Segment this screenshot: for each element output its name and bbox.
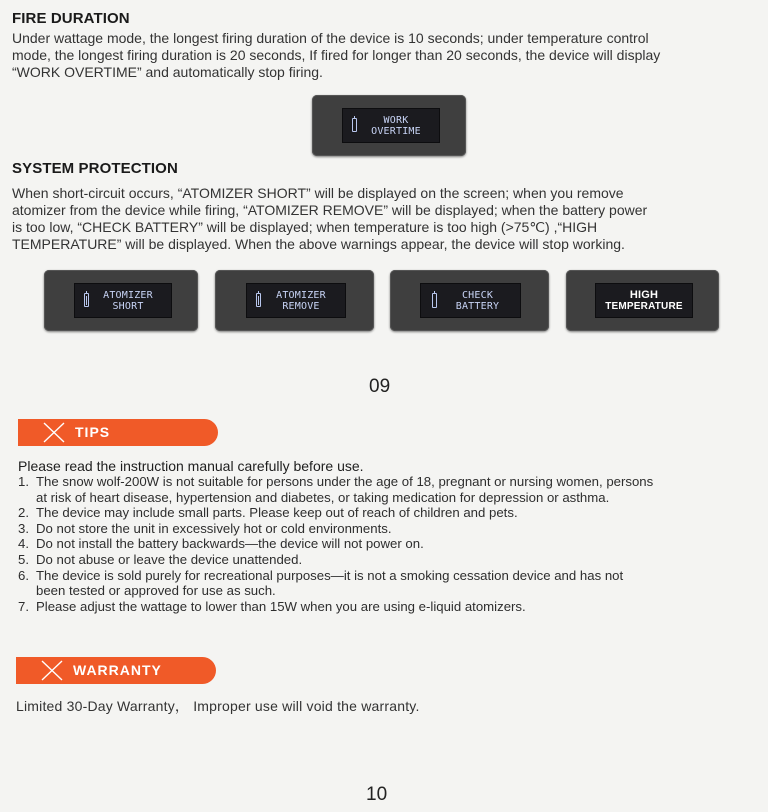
lcd-display [74,283,172,318]
lcd-message [605,290,683,312]
list-item [18,568,748,599]
lcd-message [276,290,326,312]
list-line: The device is sold purely for recreational purposes—it is not a smoking cessation device and has not [36,567,624,583]
paragraph-line: atomizer from the device while firing, “ATOMIZER REMOVE” will be displayed; when the battery power [12,202,648,218]
list-line: been tested or approved for use as such. [36,583,276,599]
list-number: 5. [18,551,29,567]
list-number: 4. [18,536,29,552]
list-item [18,505,748,521]
list-item [18,474,748,505]
high-temperature-screen [566,270,719,331]
list-text [36,568,748,599]
lcd-line: REMOVE [282,300,320,312]
list-number: 1. [18,474,29,489]
list-number: 6. [18,567,29,583]
lcd-line: SHORT [112,300,144,312]
check-battery-screen [390,270,549,331]
list-item [18,599,748,615]
tips-list [18,474,748,614]
lcd-line: ATOMIZER [276,289,326,301]
paragraph-line: mode, the longest firing duration is 20 seconds, If fired for longer than 20 seconds, the device will display [12,47,661,63]
fire-duration-heading: FIRE DURATION [12,10,130,27]
list-text [36,552,748,568]
lcd-message [371,115,421,137]
lcd-line: BATTERY [455,300,500,312]
lcd-display [595,283,693,318]
page-number-bottom: 10 [366,784,388,805]
lcd-display [420,283,521,318]
lcd-line: TEMPERATURE [605,300,683,312]
paragraph-line: “WORK OVERTIME” and automatically stop firing. [12,64,323,80]
paragraph-line: Under wattage mode, the longest firing duration of the device is 10 seconds; under temperature control [12,30,649,46]
lcd-display [342,108,440,143]
battery-icon [256,293,261,307]
paragraph-line: TEMPERATURE” will be displayed. When the above warnings appear, the device will stop working. [12,236,625,252]
lcd-line: WORK [383,114,409,126]
tips-intro: Please read the instruction manual carefully before use. [18,458,364,474]
system-protection-heading: SYSTEM PROTECTION [12,160,178,177]
lcd-display [246,283,346,318]
battery-icon [352,118,357,132]
paragraph-line: is too low, “CHECK BATTERY” will be displayed; when temperature is too high (>75℃) ,“HIGH [12,219,598,235]
tips-banner-label: TIPS [75,424,111,440]
lcd-line: CHECK [461,289,494,301]
work-overtime-screen [312,95,466,156]
lcd-message [456,290,500,312]
list-line: The snow wolf-200W is not suitable for persons under the age of 18, pregnant or nursing women, persons [36,474,654,489]
warranty-text: Limited 30-Day Warranty， Improper use will void the warranty. [16,698,420,714]
list-line: at risk of heart disease, hypertension and diabetes, or taking medication for depression or asthma. [36,489,610,505]
page-number-top: 09 [369,376,391,397]
list-line: Do not store the unit in excessively hot or cold environments. [36,520,392,536]
battery-empty-icon [432,293,437,308]
lcd-line: HIGH [629,288,659,301]
system-protection-paragraph [12,185,762,253]
list-item [18,536,748,552]
atomizer-remove-screen [215,270,374,331]
lcd-line: OVERTIME [371,125,421,137]
warranty-banner [16,657,216,684]
list-text [36,505,748,521]
list-item [18,552,748,568]
x-mark-icon [42,422,66,443]
battery-icon [84,293,89,307]
warranty-banner-label: WARRANTY [73,662,162,678]
paragraph-line: When short-circuit occurs, “ATOMIZER SHORT” will be displayed on the screen; when you remove [12,185,624,201]
list-number: 3. [18,520,29,536]
list-item [18,521,748,537]
list-number: 7. [18,598,29,614]
atomizer-short-screen [44,270,198,331]
fire-duration-paragraph [12,30,762,81]
list-text [36,521,748,537]
list-number: 2. [18,505,29,521]
lcd-line: ATOMIZER [103,289,153,301]
list-line: Do not install the battery backwards—the device will not power on. [36,536,424,552]
x-mark-icon [40,660,64,681]
list-line: Do not abuse or leave the device unattended. [36,551,303,567]
lcd-message [103,290,153,312]
list-text [36,599,748,615]
list-line: The device may include small parts. Please keep out of reach of children and pets. [36,505,518,521]
list-text [36,536,748,552]
list-text [36,474,748,505]
tips-banner [18,419,218,446]
list-line: Please adjust the wattage to lower than 15W when you are using e-liquid atomizers. [36,598,526,614]
